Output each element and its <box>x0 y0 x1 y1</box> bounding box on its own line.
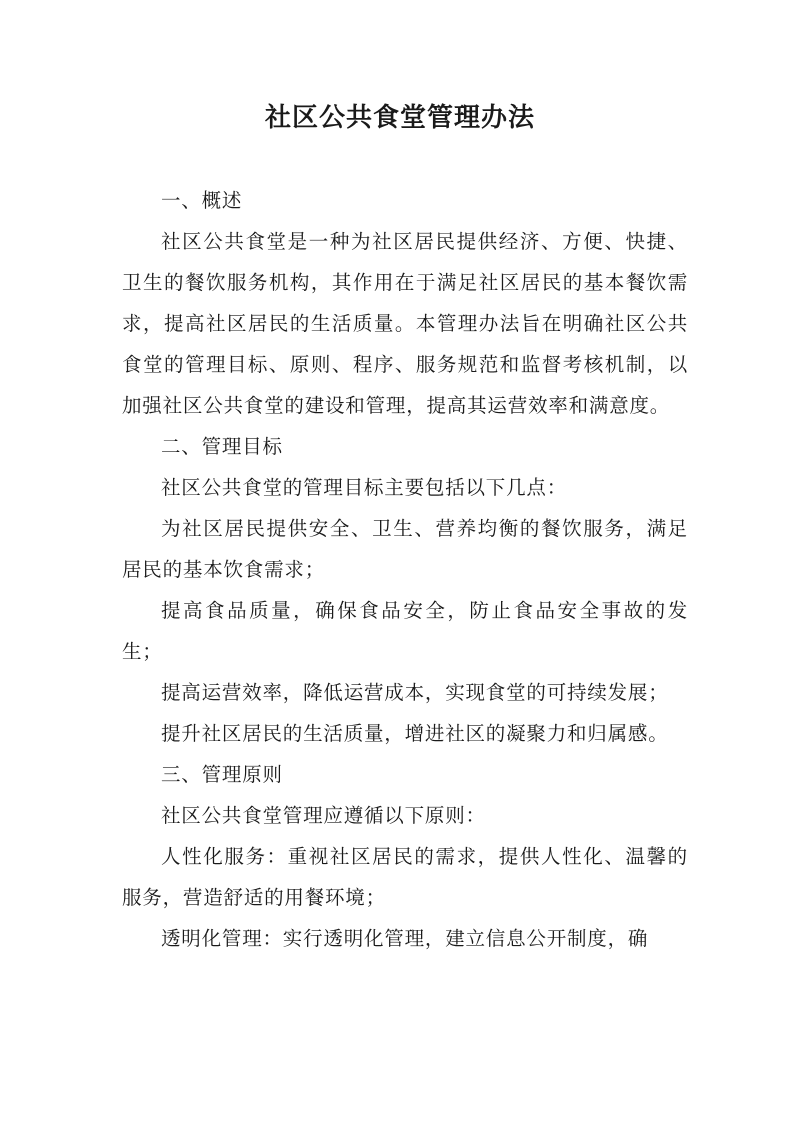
goal-item-3: 提高运营效率，降低运营成本，实现食堂的可持续发展； <box>161 681 669 704</box>
document-title: 社区公共食堂管理办法 <box>264 103 535 133</box>
document-body <box>122 180 688 959</box>
principle-item-2: 透明化管理：实行透明化管理，建立信息公开制度，确 <box>161 927 649 950</box>
goal-item-2: 提高食品质量，确保食品安全，防止食品安全事故的发生； <box>122 599 688 663</box>
goal-item-4: 提升社区居民的生活质量，增进社区的凝聚力和归属感。 <box>161 722 669 745</box>
paragraph-principles-intro: 社区公共食堂管理应遵循以下原则： <box>161 804 486 827</box>
paragraph-overview: 社区公共食堂是一种为社区居民提供经济、方便、快捷、卫生的餐饮服务机构，其作用在于满足社区居民的基本餐饮需求，提高社区居民的生活质量。本管理办法旨在明确社区公共食堂的管理目标、原则、程序、服务规范和监督考核机制，以加强社区公共食堂的建设和管理，提高其运营效率和满意度。 <box>122 230 688 417</box>
goal-item-1: 为社区居民提供安全、卫生、营养均衡的餐饮服务，满足居民的基本饮食需求； <box>122 517 688 581</box>
heading-management-principles: 三、管理原则 <box>161 763 283 786</box>
heading-overview: 一、概述 <box>161 189 243 212</box>
paragraph-goals-intro: 社区公共食堂的管理目标主要包括以下几点： <box>161 476 568 499</box>
heading-management-goals: 二、管理目标 <box>161 435 283 458</box>
principle-item-1: 人性化服务：重视社区居民的需求，提供人性化、温馨的服务，营造舒适的用餐环境； <box>122 845 688 909</box>
